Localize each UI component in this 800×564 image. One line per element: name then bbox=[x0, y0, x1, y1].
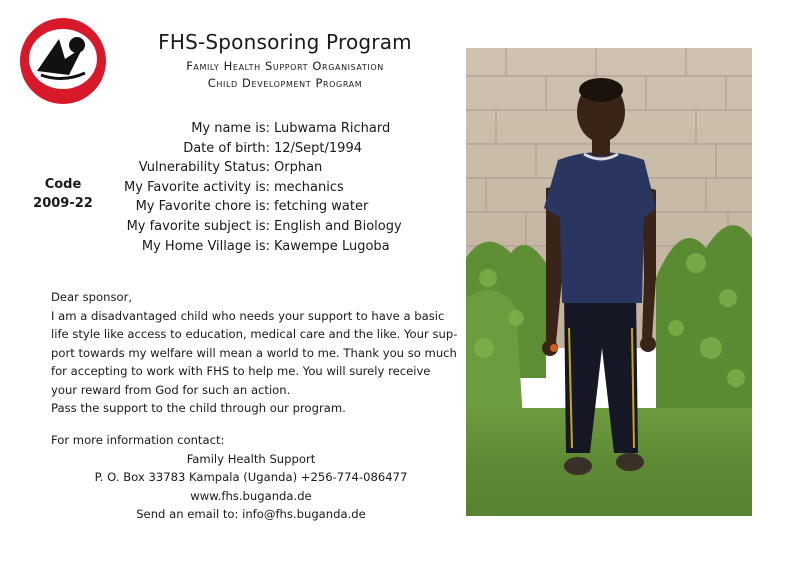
profile-row-subject bbox=[90, 217, 490, 237]
profile-value: Kawempe Lugoba bbox=[274, 238, 390, 254]
fhs-logo bbox=[19, 17, 107, 105]
organisation-name: Family Health Support Organisation bbox=[186, 59, 384, 73]
profile-value: Orphan bbox=[274, 160, 323, 176]
profile-row-chore bbox=[90, 197, 490, 217]
contact-email[interactable]: Send an email to: info@fhs.buganda.de bbox=[136, 507, 366, 521]
contact-intro: For more information contact: bbox=[51, 433, 225, 447]
profile-label: My Favorite chore is: bbox=[135, 199, 270, 215]
profile-row-birth bbox=[90, 139, 490, 159]
profile-row-status bbox=[90, 158, 490, 178]
profile-value: fetching water bbox=[274, 199, 369, 215]
contact-website[interactable]: www.fhs.buganda.de bbox=[190, 488, 312, 503]
profile-value: Lubwama Richard bbox=[274, 121, 391, 136]
code-label: Code bbox=[44, 177, 82, 192]
profile-label: My favorite subject is: bbox=[126, 218, 270, 234]
profile-row-village bbox=[90, 237, 490, 257]
letter-line: life style like access to education, medical care and the like. Your sup- bbox=[51, 327, 458, 341]
letter-line: Pass the support to the child through our program. bbox=[51, 401, 346, 415]
code-value: 2009-22 bbox=[33, 196, 93, 211]
child-photo bbox=[466, 48, 752, 516]
profile-value: English and Biology bbox=[274, 218, 402, 234]
profile-label: My name is: bbox=[191, 121, 270, 136]
profile-label: My Home Village is: bbox=[141, 238, 270, 254]
contact-address: P. O. Box 33783 Kampala (Uganda) +256-774-086477 bbox=[94, 470, 408, 484]
contact-org: Family Health Support bbox=[186, 451, 316, 466]
profile-row-name bbox=[90, 119, 490, 139]
profile-label: Vulnerability Status: bbox=[138, 160, 270, 176]
letter-line: for accepting to work with FHS to help me. You will surely receive bbox=[51, 364, 431, 378]
letter-line: I am a disadvantaged child who needs your support to have a basic bbox=[51, 308, 445, 323]
profile-value: 12/Sept/1994 bbox=[274, 140, 362, 156]
program-name: Child Development Program bbox=[207, 76, 363, 90]
sponsor-letter bbox=[51, 288, 461, 418]
letter-line: your reward from God for such an action. bbox=[51, 382, 291, 397]
profile-value: mechanics bbox=[274, 179, 344, 195]
letter-line: port towards my welfare will mean a world to me. Thank you so much bbox=[51, 345, 457, 360]
profile-label: My Favorite activity is: bbox=[124, 179, 270, 195]
letter-salutation: Dear sponsor, bbox=[51, 290, 133, 304]
child-profile bbox=[90, 119, 490, 256]
contact-block bbox=[51, 431, 451, 524]
profile-row-activity bbox=[90, 178, 490, 198]
page-title: FHS-Sponsoring Program bbox=[158, 30, 412, 54]
profile-label: Date of birth: bbox=[183, 140, 270, 156]
